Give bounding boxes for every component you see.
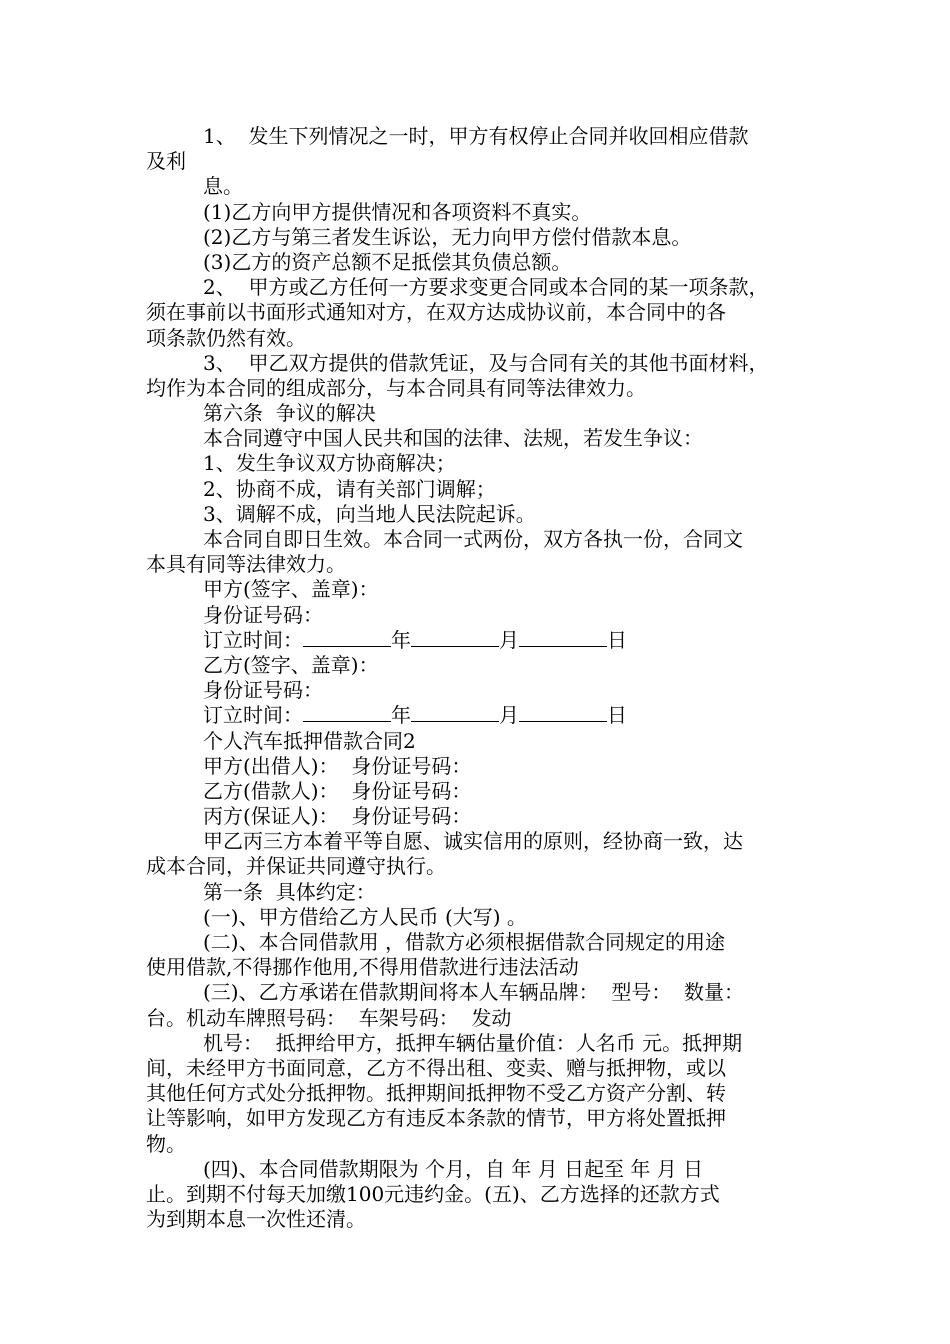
text-line: 本具有同等法律效力。 bbox=[146, 552, 346, 577]
text-line: (三)、乙方承诺在借款期间将本人车辆品牌： 型号： 数量： bbox=[203, 980, 745, 1005]
text-line: 止。到期不付每天加缴100元违约金。(五)、乙方选择的还款方式 bbox=[146, 1181, 720, 1206]
text-line: 让等影响，如甲方发现乙方有违反本条款的情节，甲方将处置抵押 bbox=[146, 1106, 726, 1131]
text-line: 3、调解不成，向当地人民法院起诉。 bbox=[203, 501, 536, 526]
text-line: 丙方(保证人)： 身份证号码： bbox=[203, 804, 472, 829]
text-line: 身份证号码： bbox=[203, 678, 323, 703]
month-blank bbox=[411, 628, 499, 647]
year-label: 年 bbox=[391, 703, 411, 728]
text-line: 1、 发生下列情况之一时，甲方有权停止合同并收回相应借款 bbox=[203, 124, 749, 148]
text-line: (四)、本合同借款期限为 个月，自 年 月 日起至 年 月 日 bbox=[203, 1156, 704, 1181]
month-label: 月 bbox=[499, 627, 519, 652]
day-blank bbox=[519, 628, 607, 647]
text-line: 为到期本息一次性还清。 bbox=[146, 1207, 366, 1232]
year-label: 年 bbox=[391, 627, 411, 652]
text-line: 甲方(签字、盖章)： bbox=[203, 577, 379, 602]
text-line: 本合同遵守中国人民共和国的法律、法规，若发生争议： bbox=[203, 426, 703, 451]
text-line: 物。 bbox=[146, 1131, 186, 1156]
text-line: 台。机动车牌照号码： 车架号码： 发动 bbox=[146, 1005, 512, 1030]
text-line: 使用借款,不得挪作他用,不得用借款进行违法活动 bbox=[146, 955, 579, 980]
text-line: 成本合同，并保证共同遵守执行。 bbox=[146, 854, 446, 879]
text-line: (二)、本合同借款用 ，借款方必须根据借款合同规定的用途 bbox=[203, 930, 725, 954]
text-line: 其他任何方式处分抵押物。抵押期间抵押物不受乙方资产分割、转 bbox=[146, 1081, 726, 1106]
text-line: 息。 bbox=[203, 174, 243, 199]
text-line: 第六条 争议的解决 bbox=[203, 401, 376, 426]
signing-date-line bbox=[146, 703, 812, 728]
text-line: (1)乙方向甲方提供情况和各项资料不真实。 bbox=[203, 199, 592, 224]
text-line: 甲乙丙三方本着平等自愿、诚实信用的原则，经协商一致，达 bbox=[203, 829, 743, 854]
text-line: 乙方(签字、盖章)： bbox=[203, 652, 379, 677]
text-line: 本合同自即日生效。本合同一式两份，双方各执一份，合同文 bbox=[203, 527, 743, 551]
date-label: 订立时间： bbox=[203, 703, 303, 728]
text-line: 个人汽车抵押借款合同2 bbox=[203, 728, 416, 753]
day-blank bbox=[519, 703, 607, 722]
signing-date-line bbox=[146, 628, 812, 653]
day-label: 日 bbox=[607, 703, 627, 728]
text-line: (3)乙方的资产总额不足抵偿其负债总额。 bbox=[203, 249, 572, 274]
text-line: 甲方(出借人)： 身份证号码： bbox=[203, 753, 472, 778]
text-line: 项条款仍然有效。 bbox=[146, 325, 306, 350]
text-line: 均作为本合同的组成部分，与本合同具有同等法律效力。 bbox=[146, 375, 646, 400]
text-line: 2、协商不成，请有关部门调解； bbox=[203, 476, 496, 501]
text-line: 第一条 具体约定： bbox=[203, 879, 376, 904]
text-line: 机号： 抵押给甲方，抵押车辆估量价值：人名币 元。抵押期 bbox=[203, 1030, 743, 1055]
date-label: 订立时间： bbox=[203, 627, 303, 652]
text-line: 间，未经甲方书面同意，乙方不得出租、变卖、赠与抵押物，或以 bbox=[146, 1055, 726, 1080]
text-line: 身份证号码： bbox=[203, 602, 323, 627]
day-label: 日 bbox=[607, 627, 627, 652]
text-line: (一)、甲方借给乙方人民币 (大写) 。 bbox=[203, 904, 527, 929]
text-line: (2)乙方与第三者发生诉讼，无力向甲方偿付借款本息。 bbox=[203, 224, 692, 249]
document-body bbox=[146, 124, 812, 1232]
year-blank bbox=[303, 703, 391, 722]
text-line: 2、 甲方或乙方任何一方要求变更合同或本合同的某一项条款， bbox=[203, 275, 769, 300]
month-blank bbox=[411, 703, 499, 722]
text-line: 及利 bbox=[146, 149, 186, 174]
year-blank bbox=[303, 628, 391, 647]
text-line: 3、 甲乙双方提供的借款凭证，及与合同有关的其他书面材料， bbox=[203, 350, 769, 375]
text-line: 乙方(借款人)： 身份证号码： bbox=[203, 778, 472, 803]
month-label: 月 bbox=[499, 703, 519, 728]
text-line: 须在事前以书面形式通知对方，在双方达成协议前，本合同中的各 bbox=[146, 300, 726, 325]
text-line: 1、发生争议双方协商解决； bbox=[203, 451, 456, 476]
